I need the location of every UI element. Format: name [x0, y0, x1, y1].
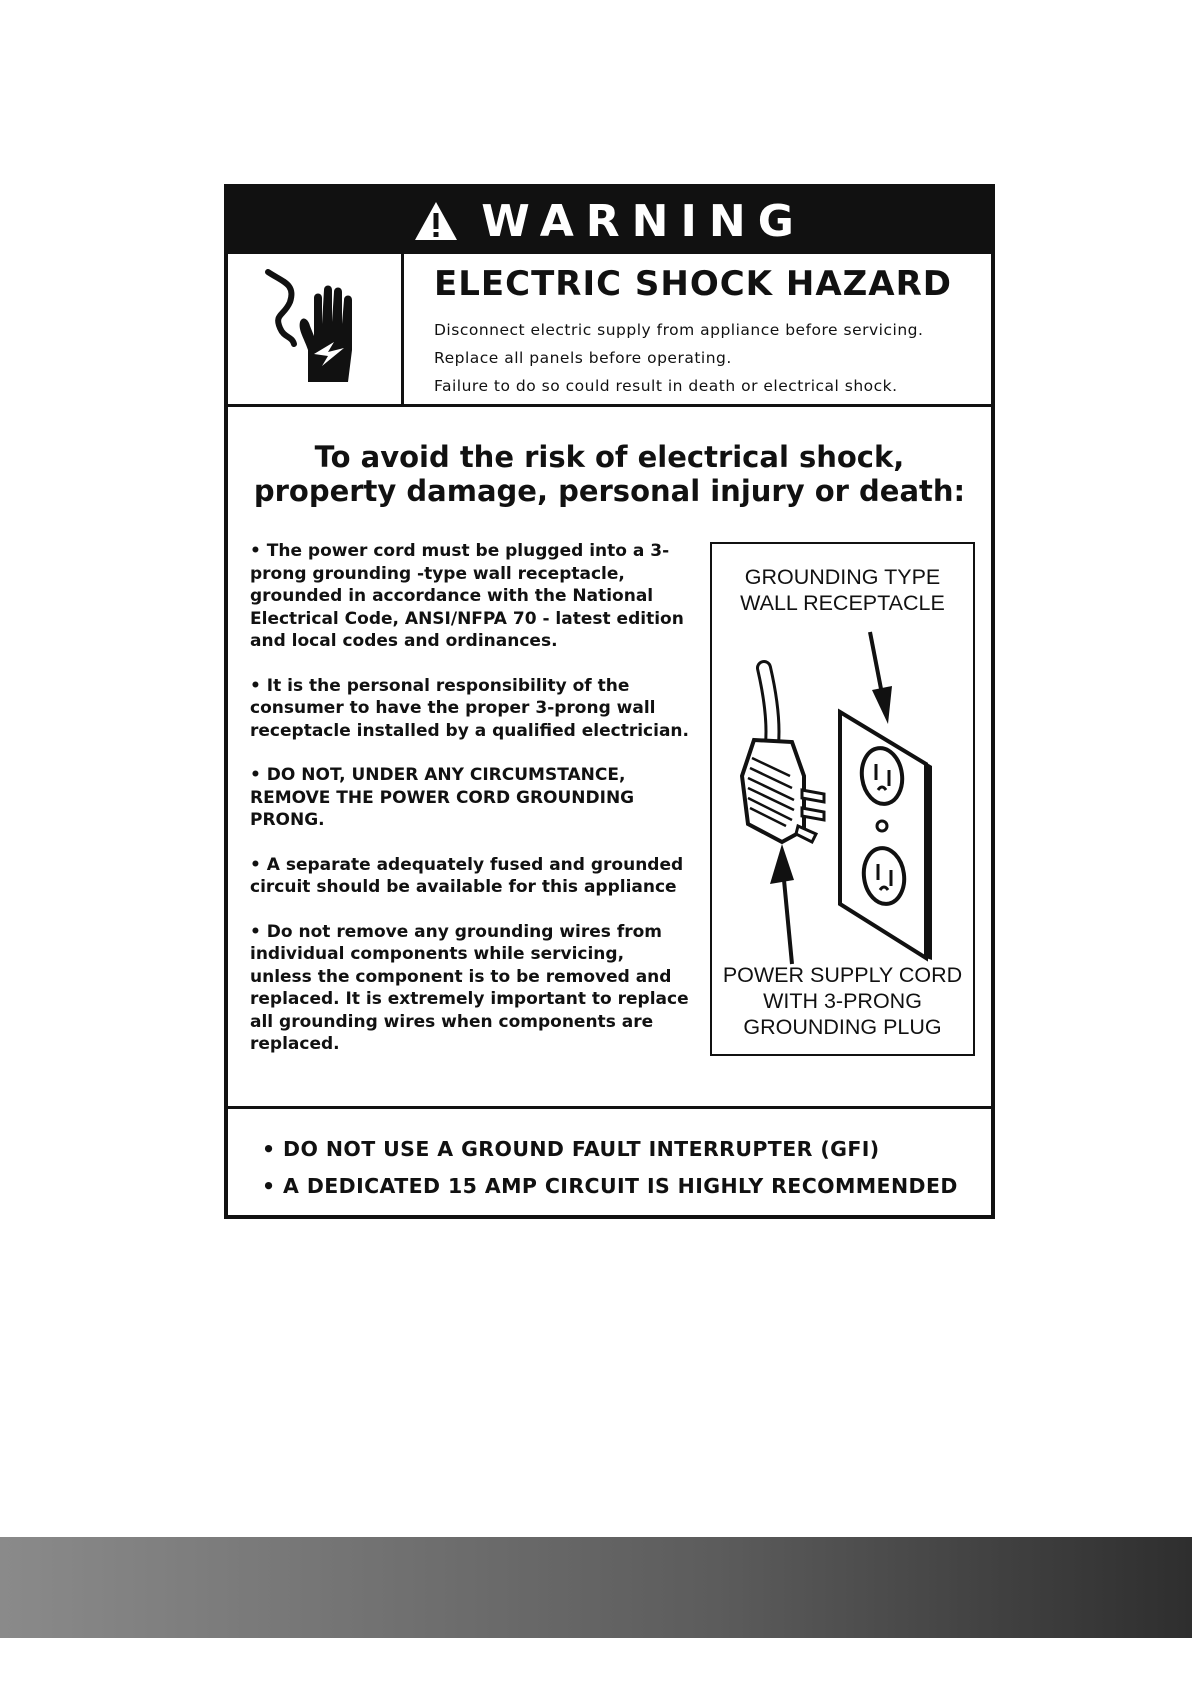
page-footer-bar: [0, 1537, 1192, 1638]
safety-bullets: [250, 540, 690, 1078]
bullet-item: • It is the personal responsibility of the consumer to have the proper 3-prong wall receptacle installed by a qualified electrician.: [250, 675, 689, 741]
caption-line: WITH 3-PRONG: [763, 989, 922, 1013]
hazard-title: ELECTRIC SHOCK HAZARD: [434, 264, 953, 304]
footer-notice: • A DEDICATED 15 AMP CIRCUIT IS HIGHLY RECOMMENDED: [262, 1174, 958, 1198]
hazard-line: Replace all panels before operating.: [434, 349, 732, 367]
warning-title: WARNING: [481, 195, 806, 247]
hazard-line: Failure to do so could result in death or electrical shock.: [434, 377, 898, 395]
bullet-item: • Do not remove any grounding wires from individual components while servicing, unless the component is to be removed and replaced. It is extremely important to replace all grounding wires when components are replaced.: [250, 921, 689, 1054]
grounding-diagram: [710, 542, 975, 1056]
footer-notice: • DO NOT USE A GROUND FAULT INTERRUPTER (GFI): [262, 1137, 880, 1161]
bullet-item: • A separate adequately fused and grounded circuit should be available for this appliance: [250, 854, 684, 897]
warning-header: [228, 188, 991, 254]
caption-line: POWER SUPPLY CORD: [722, 963, 963, 987]
intro-line: property damage, personal injury or death:: [253, 474, 966, 508]
hazard-instructions: [434, 316, 923, 400]
hazard-section: [228, 254, 991, 407]
hazard-line: Disconnect electric supply from appliance before servicing.: [434, 321, 924, 339]
footer-notices: [228, 1106, 991, 1219]
electric-hand-icon: [228, 254, 404, 404]
bullet-item: • DO NOT, UNDER ANY CIRCUMSTANCE, REMOVE THE POWER CORD GROUNDING PRONG.: [250, 765, 635, 830]
plug-caption: [712, 962, 973, 1040]
intro-line: To avoid the risk of electrical shock,: [314, 440, 905, 474]
hazard-icon-cell: [228, 254, 404, 404]
bullet-item: • The power cord must be plugged into a 3-prong grounding -type wall receptacle, grounded in accordance with the National Electrical Code, ANSI/NFPA 70 - latest edition and local codes and ordinances.: [250, 541, 684, 651]
warning-label: [224, 184, 995, 1219]
caption-line: WALL RECEPTACLE: [740, 591, 945, 615]
caption-line: GROUNDING TYPE: [744, 565, 941, 589]
caption-line: GROUNDING PLUG: [743, 1015, 942, 1039]
warning-triangle-icon: [413, 200, 459, 242]
intro-heading: [228, 440, 991, 508]
